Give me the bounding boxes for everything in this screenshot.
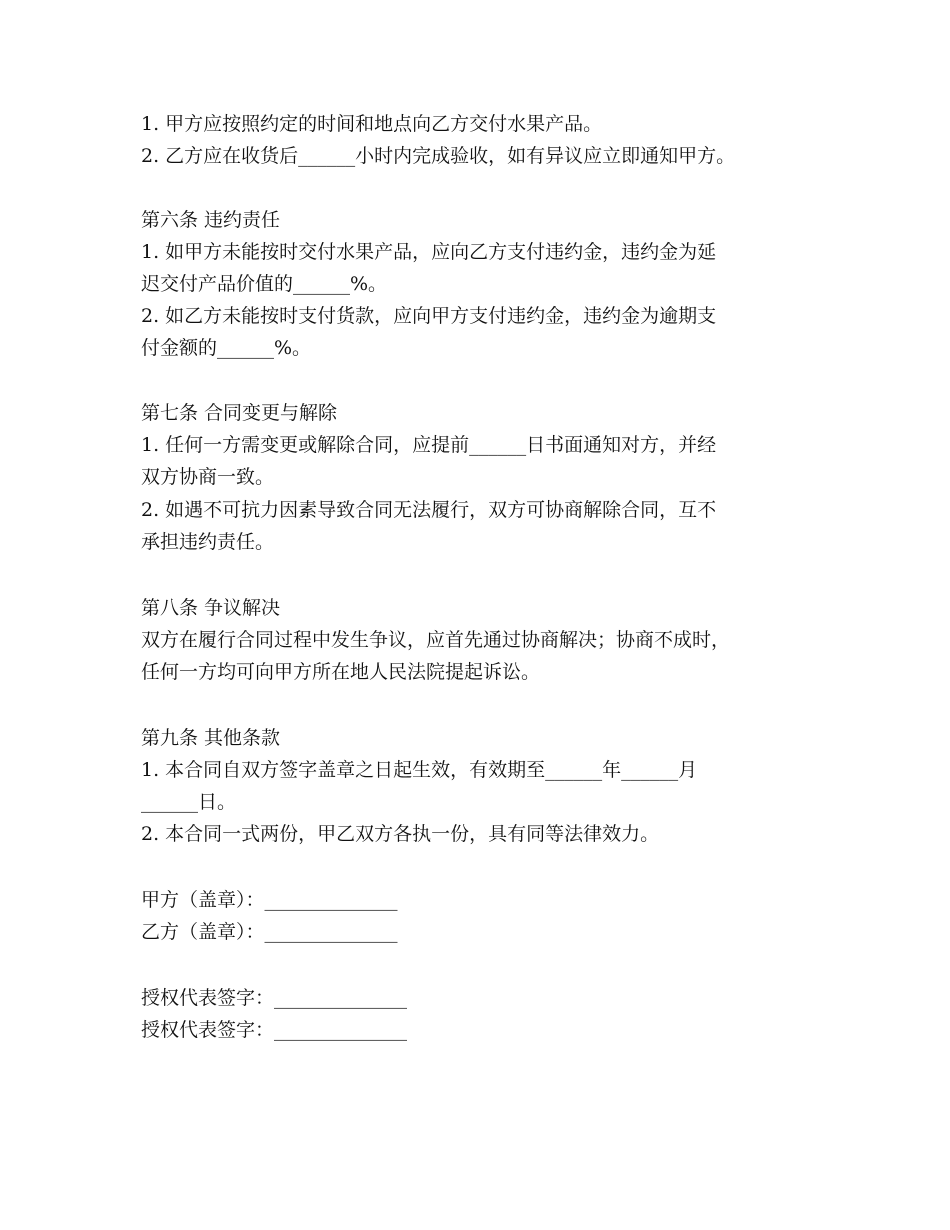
clause-6-item-1-line-1: 1. 如甲方未能按时交付水果产品，应向乙方支付违约金，违约金为延 [141,241,717,263]
clause-9-item-2: 2. 本合同一式两份，甲乙双方各执一份，具有同等法律效力。 [141,823,660,845]
clause-7-item-2-line-1: 2. 如遇不可抗力因素导致合同无法履行，双方可协商解除合同，互不 [141,499,717,521]
clause-9-item-1-line-1: 1. 本合同自双方签字盖章之日起生效，有效期至______年______月 [141,759,698,781]
clause-8-heading: 第八条 争议解决 [141,597,281,619]
clause-6-item-2-line-1: 2. 如乙方未能按时支付货款，应向甲方支付违约金，违约金为逾期支 [141,305,717,327]
clause-8-body-line-2: 任何一方均可向甲方所在地人民法院提起诉讼。 [141,661,541,683]
clause-9-item-1-line-2: ______日。 [141,791,237,813]
party-a-seal-line: 甲方（盖章）：______________ [141,889,398,911]
authorized-signature-line-1: 授权代表签字：______________ [141,987,408,1009]
clause-7-item-1-line-1: 1. 任何一方需变更或解除合同，应提前______日书面通知对方，并经 [141,434,717,456]
clause-7-heading: 第七条 合同变更与解除 [141,402,338,424]
clause-5-item-1: 1. 甲方应按照约定的时间和地点向乙方交付水果产品。 [141,113,603,135]
party-b-seal-line: 乙方（盖章）：______________ [141,921,398,943]
clause-9-heading: 第九条 其他条款 [141,727,281,749]
authorized-signature-line-2: 授权代表签字：______________ [141,1019,408,1041]
clause-7-item-1-line-2: 双方协商一致。 [141,466,275,488]
clause-7-item-2-line-2: 承担违约责任。 [141,531,275,553]
clause-8-body-line-1: 双方在履行合同过程中发生争议，应首先通过协商解决；协商不成时， [141,629,731,651]
clause-6-item-1-line-2: 迟交付产品价值的______%。 [141,273,388,295]
clause-5-item-2: 2. 乙方应在收货后______小时内完成验收，如有异议应立即通知甲方。 [141,145,736,167]
clause-6-item-2-line-2: 付金额的______%。 [141,337,312,359]
clause-6-heading: 第六条 违约责任 [141,209,281,231]
